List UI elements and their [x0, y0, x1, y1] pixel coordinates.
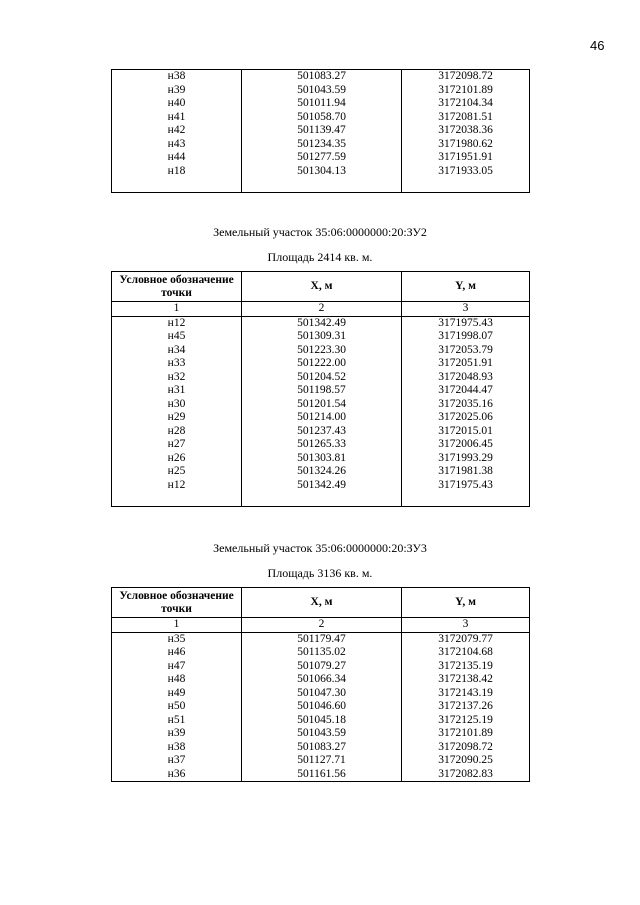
table-row: [112, 344, 530, 358]
coordinates-table-zu2: [111, 271, 530, 507]
x-coordinate-cell: 501083.27: [242, 741, 402, 755]
table-row: [112, 357, 530, 371]
table-row: [112, 465, 530, 479]
point-id-cell: н39: [112, 84, 242, 98]
column-number: 3: [402, 618, 530, 633]
table-row: [112, 714, 530, 728]
coordinates-table-continued: [111, 69, 530, 193]
empty-cell: [242, 492, 402, 507]
table-header-row: [112, 272, 530, 302]
table-row: [112, 70, 530, 84]
table2-body: [112, 316, 530, 507]
point-id-cell: н50: [112, 700, 242, 714]
table-row: [112, 124, 530, 138]
y-coordinate-cell: 3171998.07: [402, 330, 530, 344]
x-coordinate-cell: 501135.02: [242, 646, 402, 660]
header-x: X, м: [242, 272, 402, 302]
point-id-cell: н37: [112, 754, 242, 768]
y-coordinate-cell: 3172098.72: [402, 741, 530, 755]
y-coordinate-cell: 3171951.91: [402, 151, 530, 165]
column-number: 1: [112, 618, 242, 633]
empty-cell: [402, 178, 530, 193]
y-coordinate-cell: 3171980.62: [402, 138, 530, 152]
y-coordinate-cell: 3171975.43: [402, 316, 530, 330]
point-id-cell: н49: [112, 687, 242, 701]
table-spacer-row: [112, 492, 530, 507]
x-coordinate-cell: 501083.27: [242, 70, 402, 84]
x-coordinate-cell: 501309.31: [242, 330, 402, 344]
point-id-cell: н12: [112, 316, 242, 330]
point-id-cell: н46: [112, 646, 242, 660]
x-coordinate-cell: 501047.30: [242, 687, 402, 701]
table-row: [112, 330, 530, 344]
x-coordinate-cell: 501222.00: [242, 357, 402, 371]
table-row: [112, 384, 530, 398]
table-row: [112, 111, 530, 125]
x-coordinate-cell: 501198.57: [242, 384, 402, 398]
y-coordinate-cell: 3171975.43: [402, 479, 530, 493]
header-point-designation: Условное обозначение точки: [112, 272, 242, 302]
page-number: 46: [590, 38, 605, 53]
table-row: [112, 165, 530, 179]
table-row: [112, 741, 530, 755]
table-row: [112, 97, 530, 111]
point-id-cell: н28: [112, 425, 242, 439]
point-id-cell: н48: [112, 673, 242, 687]
point-id-cell: н38: [112, 741, 242, 755]
table-row: [112, 138, 530, 152]
x-coordinate-cell: 501342.49: [242, 316, 402, 330]
x-coordinate-cell: 501066.34: [242, 673, 402, 687]
y-coordinate-cell: 3172101.89: [402, 727, 530, 741]
table-row: [112, 452, 530, 466]
point-id-cell: н43: [112, 138, 242, 152]
x-coordinate-cell: 501237.43: [242, 425, 402, 439]
column-number: 3: [402, 302, 530, 317]
column-number: 2: [242, 618, 402, 633]
y-coordinate-cell: 3172135.19: [402, 660, 530, 674]
table-row: [112, 632, 530, 646]
table-row: [112, 316, 530, 330]
empty-cell: [242, 178, 402, 193]
y-coordinate-cell: 3172137.26: [402, 700, 530, 714]
column-number-row: [112, 302, 530, 317]
table-row: [112, 687, 530, 701]
table-header-row: [112, 588, 530, 618]
y-coordinate-cell: 3171993.29: [402, 452, 530, 466]
point-id-cell: н18: [112, 165, 242, 179]
point-id-cell: н25: [112, 465, 242, 479]
header-y: Y, м: [402, 272, 530, 302]
y-coordinate-cell: 3172015.01: [402, 425, 530, 439]
parcel-title-zu3: Земельный участок 35:06:0000000:20:ЗУ3: [213, 541, 427, 555]
y-coordinate-cell: 3172138.42: [402, 673, 530, 687]
y-coordinate-cell: 3172051.91: [402, 357, 530, 371]
table-row: [112, 673, 530, 687]
x-coordinate-cell: 501324.26: [242, 465, 402, 479]
header-x: X, м: [242, 588, 402, 618]
point-id-cell: н44: [112, 151, 242, 165]
header-point-designation: Условное обозначение точки: [112, 588, 242, 618]
y-coordinate-cell: 3172035.16: [402, 398, 530, 412]
table-row: [112, 479, 530, 493]
parcel-area-zu3: Площадь 3136 кв. м.: [267, 566, 373, 580]
table-row: [112, 768, 530, 782]
x-coordinate-cell: 501201.54: [242, 398, 402, 412]
x-coordinate-cell: 501043.59: [242, 84, 402, 98]
x-coordinate-cell: 501304.13: [242, 165, 402, 179]
point-id-cell: н42: [112, 124, 242, 138]
y-coordinate-cell: 3171981.38: [402, 465, 530, 479]
y-coordinate-cell: 3172048.93: [402, 371, 530, 385]
x-coordinate-cell: 501265.33: [242, 438, 402, 452]
x-coordinate-cell: 501011.94: [242, 97, 402, 111]
x-coordinate-cell: 501234.35: [242, 138, 402, 152]
empty-cell: [112, 178, 242, 193]
x-coordinate-cell: 501342.49: [242, 479, 402, 493]
y-coordinate-cell: 3172038.36: [402, 124, 530, 138]
x-coordinate-cell: 501303.81: [242, 452, 402, 466]
point-id-cell: н38: [112, 70, 242, 84]
point-id-cell: н34: [112, 344, 242, 358]
point-id-cell: н51: [112, 714, 242, 728]
point-id-cell: н31: [112, 384, 242, 398]
point-id-cell: н40: [112, 97, 242, 111]
column-number-row: [112, 618, 530, 633]
x-coordinate-cell: 501058.70: [242, 111, 402, 125]
point-id-cell: н47: [112, 660, 242, 674]
point-id-cell: н35: [112, 632, 242, 646]
point-id-cell: н33: [112, 357, 242, 371]
column-number: 2: [242, 302, 402, 317]
x-coordinate-cell: 501045.18: [242, 714, 402, 728]
point-id-cell: н41: [112, 111, 242, 125]
table-row: [112, 646, 530, 660]
table-row: [112, 398, 530, 412]
y-coordinate-cell: 3172053.79: [402, 344, 530, 358]
y-coordinate-cell: 3172104.34: [402, 97, 530, 111]
point-id-cell: н29: [112, 411, 242, 425]
y-coordinate-cell: 3172079.77: [402, 632, 530, 646]
table-row: [112, 727, 530, 741]
point-id-cell: н45: [112, 330, 242, 344]
x-coordinate-cell: 501139.47: [242, 124, 402, 138]
y-coordinate-cell: 3172044.47: [402, 384, 530, 398]
point-id-cell: н30: [112, 398, 242, 412]
table-row: [112, 411, 530, 425]
x-coordinate-cell: 501046.60: [242, 700, 402, 714]
point-id-cell: н32: [112, 371, 242, 385]
table-row: [112, 438, 530, 452]
table-row: [112, 425, 530, 439]
y-coordinate-cell: 3171933.05: [402, 165, 530, 179]
x-coordinate-cell: 501161.56: [242, 768, 402, 782]
y-coordinate-cell: 3172082.83: [402, 768, 530, 782]
x-coordinate-cell: 501277.59: [242, 151, 402, 165]
table-row: [112, 754, 530, 768]
point-id-cell: н27: [112, 438, 242, 452]
x-coordinate-cell: 501043.59: [242, 727, 402, 741]
x-coordinate-cell: 501214.00: [242, 411, 402, 425]
y-coordinate-cell: 3172098.72: [402, 70, 530, 84]
y-coordinate-cell: 3172143.19: [402, 687, 530, 701]
table-row: [112, 700, 530, 714]
y-coordinate-cell: 3172090.25: [402, 754, 530, 768]
point-id-cell: н36: [112, 768, 242, 782]
header-y: Y, м: [402, 588, 530, 618]
y-coordinate-cell: 3172101.89: [402, 84, 530, 98]
x-coordinate-cell: 501179.47: [242, 632, 402, 646]
parcel-title-zu2: Земельный участок 35:06:0000000:20:ЗУ2: [213, 225, 427, 239]
table-row: [112, 151, 530, 165]
table3-body: [112, 632, 530, 782]
y-coordinate-cell: 3172081.51: [402, 111, 530, 125]
parcel-area-zu2: Площадь 2414 кв. м.: [267, 250, 373, 264]
table-row: [112, 84, 530, 98]
table-row: [112, 371, 530, 385]
empty-cell: [402, 492, 530, 507]
x-coordinate-cell: 501127.71: [242, 754, 402, 768]
column-number: 1: [112, 302, 242, 317]
x-coordinate-cell: 501223.30: [242, 344, 402, 358]
table-spacer-row: [112, 178, 530, 193]
y-coordinate-cell: 3172025.06: [402, 411, 530, 425]
empty-cell: [112, 492, 242, 507]
y-coordinate-cell: 3172104.68: [402, 646, 530, 660]
y-coordinate-cell: 3172006.45: [402, 438, 530, 452]
x-coordinate-cell: 501204.52: [242, 371, 402, 385]
y-coordinate-cell: 3172125.19: [402, 714, 530, 728]
x-coordinate-cell: 501079.27: [242, 660, 402, 674]
table-row: [112, 660, 530, 674]
coordinates-table-zu3: [111, 587, 530, 782]
point-id-cell: н26: [112, 452, 242, 466]
point-id-cell: н39: [112, 727, 242, 741]
point-id-cell: н12: [112, 479, 242, 493]
table1-body: [112, 70, 530, 193]
